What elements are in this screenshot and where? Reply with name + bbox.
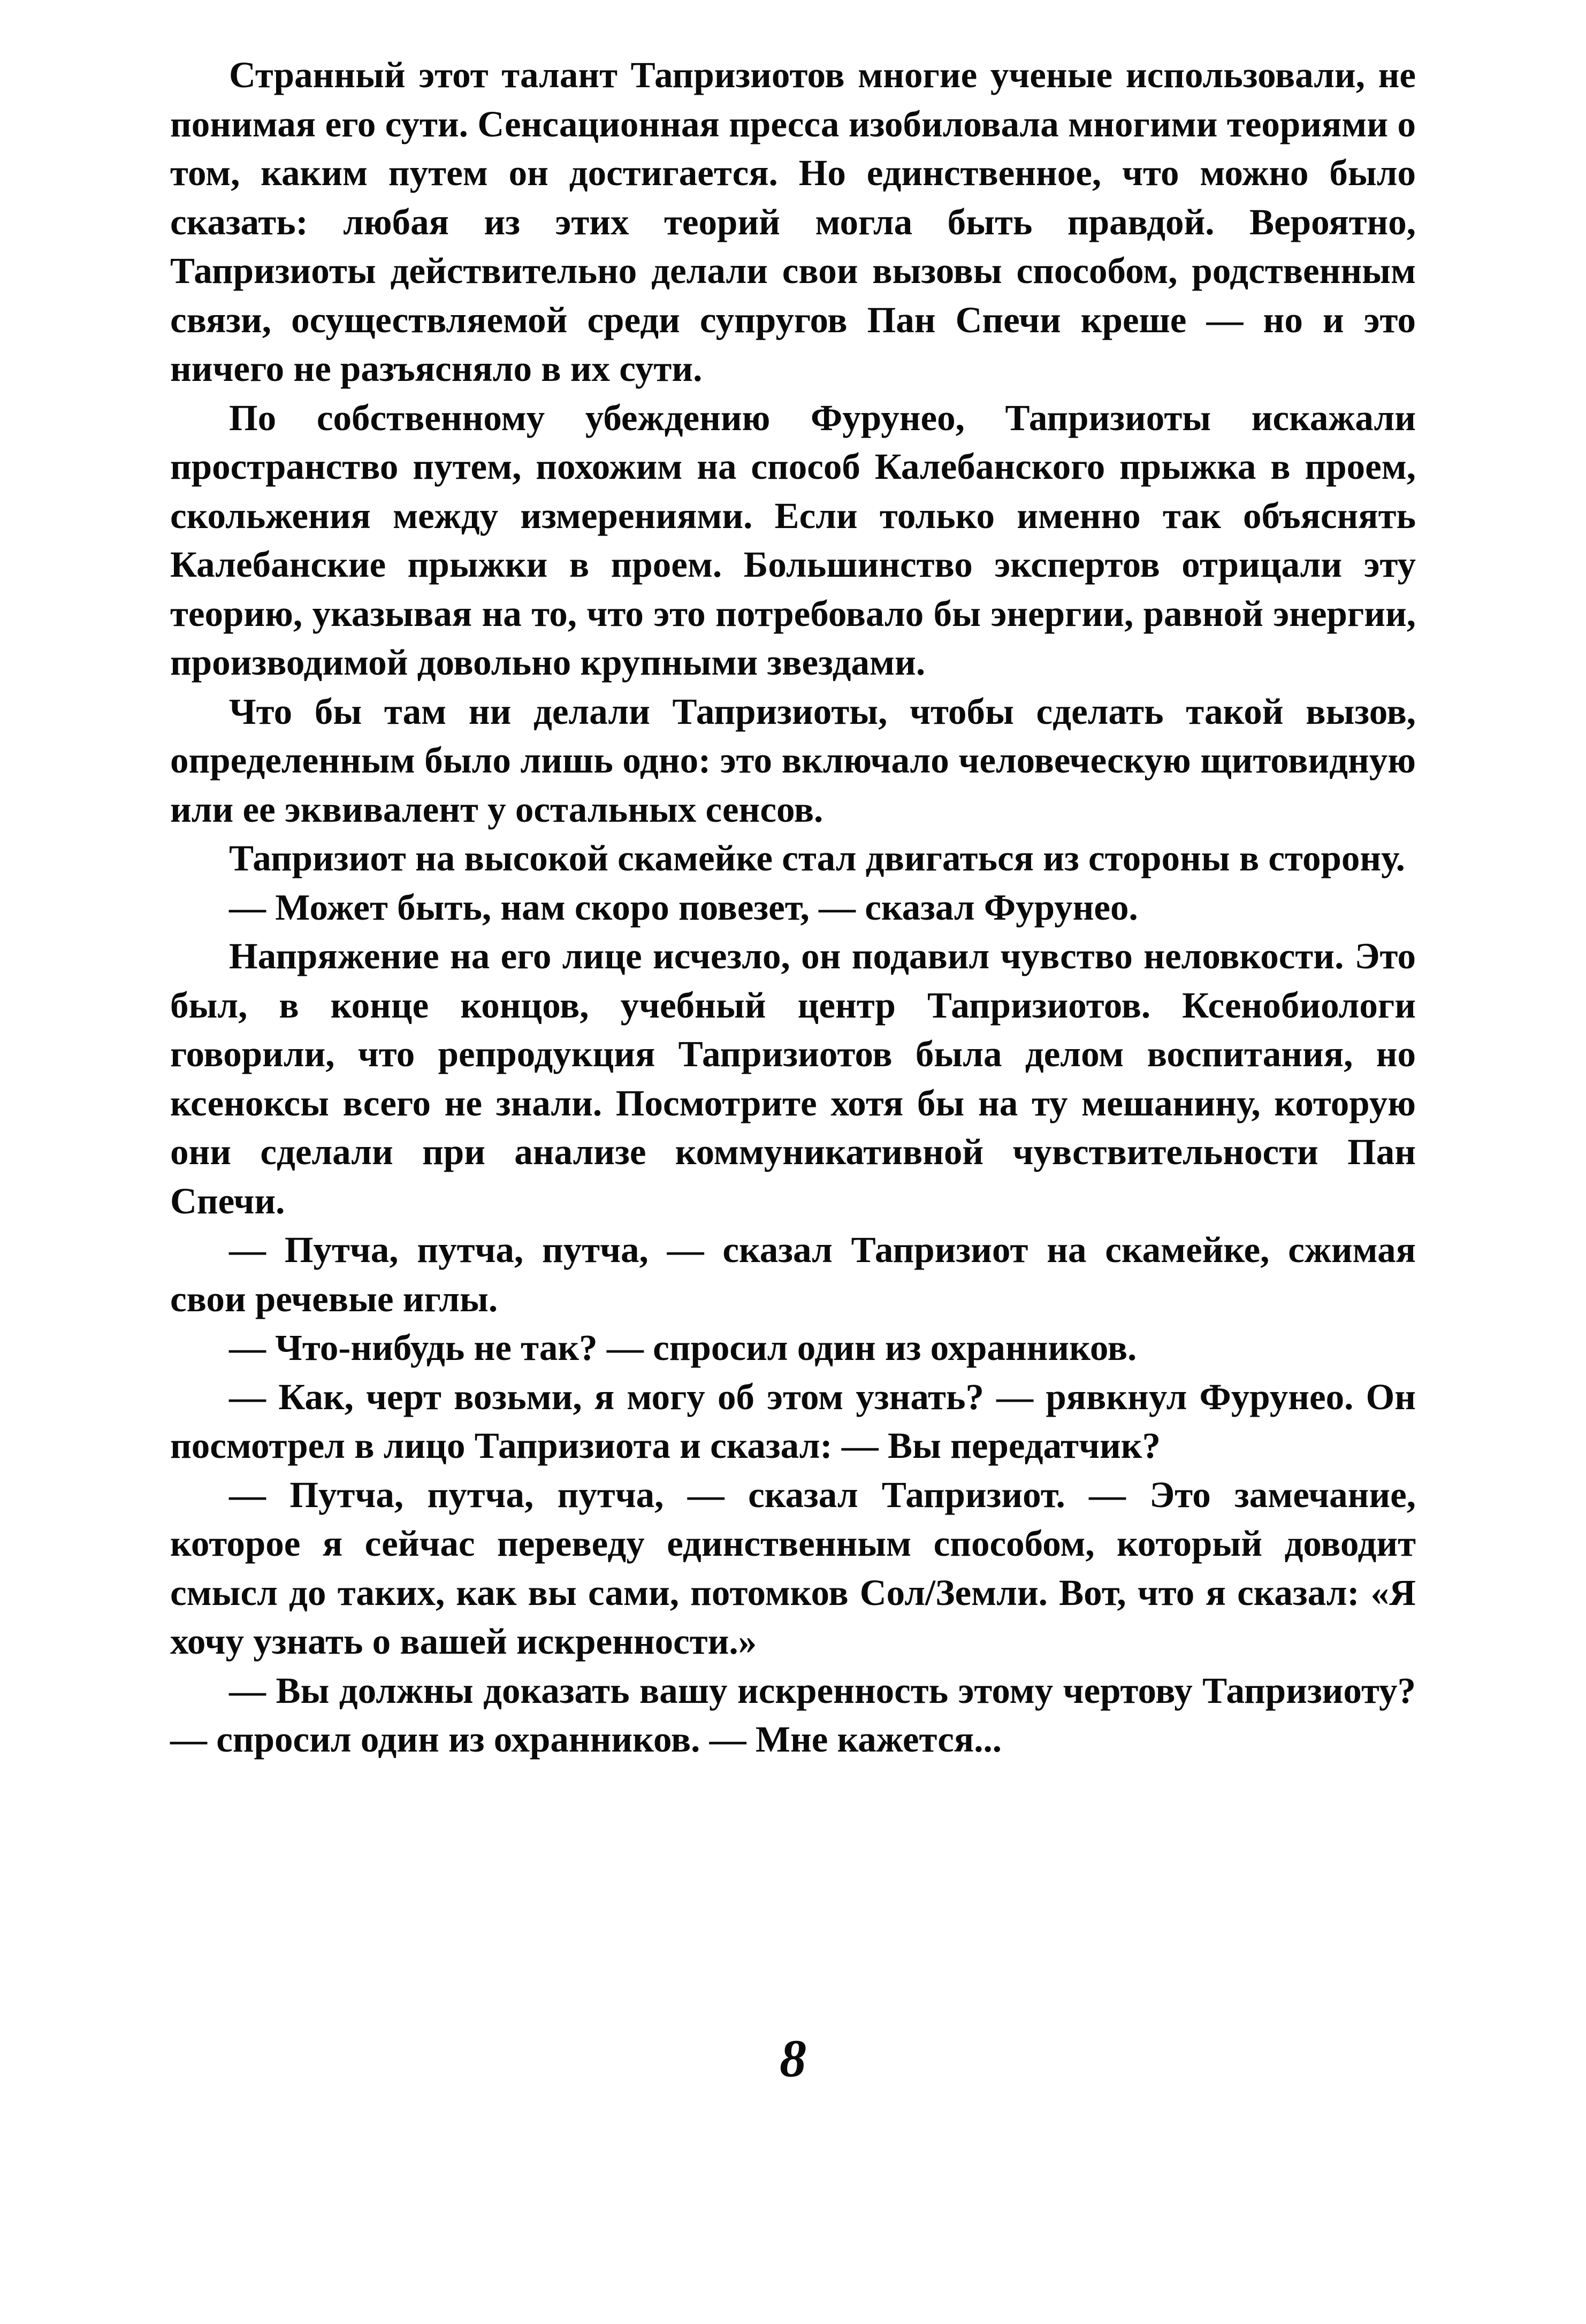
paragraph-6: Напряжение на его лице исчезло, он подавил чувство неловкости. Это был, в конце концов, учебный центр Тапризиотов. Ксенобиологи говорили, что репродукция Тапризиотов была делом воспитания, но ксеноксы всего не знали. Посмотрите хотя бы на ту мешанину, которую они сделали при анализе коммуникативной чувствительности Пан Спечи. bbox=[170, 936, 1416, 1221]
body-text bbox=[170, 51, 1416, 1764]
paragraph-7: — Путча, путча, путча, — сказал Тапризиот на скамейке, сжимая свои речевые иглы. bbox=[170, 1229, 1416, 1319]
paragraph-9: — Как, черт возьми, я могу об этом узнать? — рявкнул Фурунео. Он посмотрел в лицо Тапризиота и сказал: — Вы передатчик? bbox=[170, 1376, 1416, 1466]
page-number: 8 bbox=[780, 2029, 806, 2088]
paragraph-5: — Может быть, нам скоро повезет, — сказал Фурунео. bbox=[229, 886, 1138, 928]
paragraph-8: — Что-нибудь не так? — спросил один из охранников. bbox=[229, 1327, 1137, 1368]
paragraph-3: Что бы там ни делали Тапризиоты, чтобы сделать такой вызов, определенным было лишь одно: это включало человеческую щитовидную или ее эквивалент у остальных сенсов. bbox=[170, 691, 1416, 830]
paragraph-1: Странный этот талант Тапризиотов многие ученые использовали, не понимая его сути. Сенсационная пресса изобиловала многими теориями о том, каким путем он достигается. Но единственное, что можно было сказать: любая из этих теорий могла быть правдой. Вероятно, Тапризиоты действительно делали свои вызовы способом, родственным связи, осуществляемой среди супругов Пан Спечи креше — но и это ничего не разъясняло в их сути. bbox=[170, 55, 1416, 389]
paragraph-2: По собственному убеждению Фурунео, Тапризиоты искажали пространство путем, похожим на способ Калебанского прыжка в проем, скольжения между измерениями. Если только именно так объяснять Калебанские прыжки в проем. Большинство экспертов отрицали эту теорию, указывая на то, что это потребовало бы энергии, равной энергии, производимой довольно крупными звездами. bbox=[170, 397, 1416, 683]
paragraph-10: — Путча, путча, путча, — сказал Тапризиот. — Это замечание, которое я сейчас переведу единственным способом, который доводит смысл до таких, как вы сами, потомков Сол/Земли. Вот, что я сказал: «Я хочу узнать о вашей искренности.» bbox=[170, 1474, 1416, 1662]
paragraph-4: Тапризиот на высокой скамейке стал двигаться из стороны в сторону. bbox=[229, 838, 1405, 878]
paragraph-11: — Вы должны доказать вашу искренность этому чертову Тапризиоту? — спросил один из охранников. — Мне кажется... bbox=[170, 1670, 1416, 1760]
